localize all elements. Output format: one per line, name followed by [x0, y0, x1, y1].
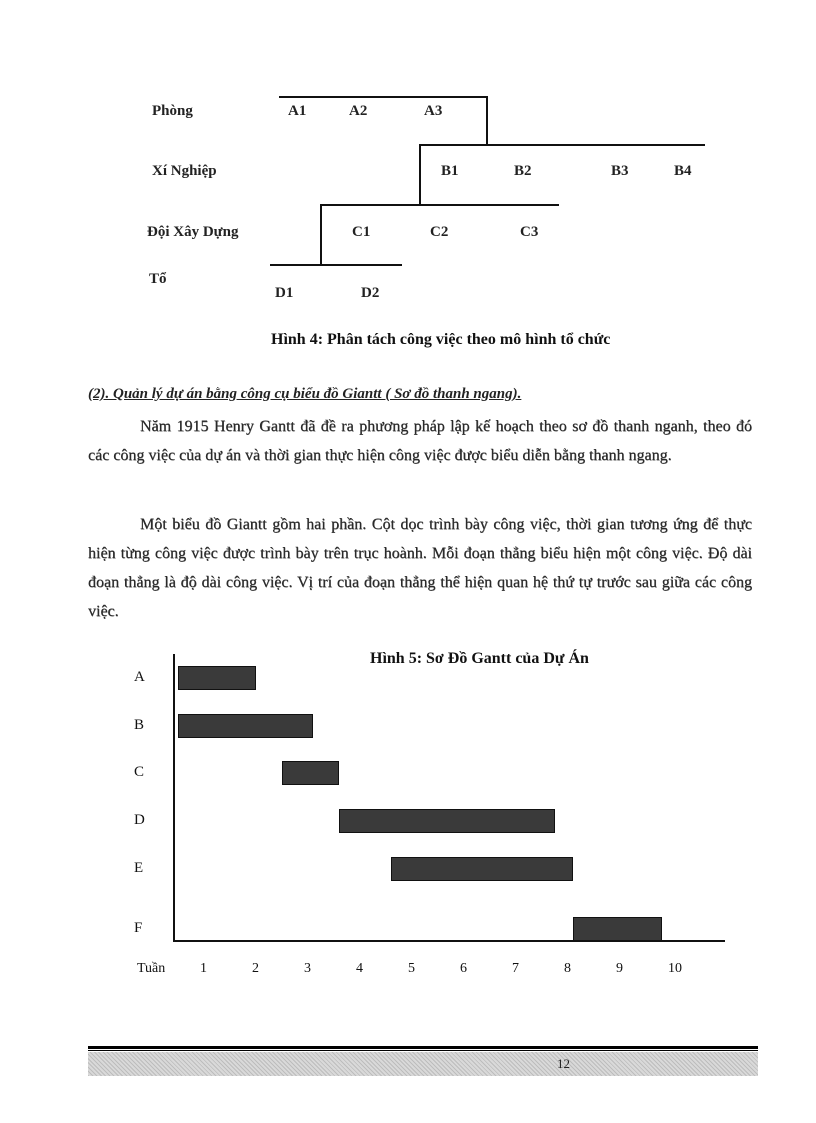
org-node-a3: A3: [424, 103, 443, 119]
x-tick-label-9: 9: [616, 961, 623, 976]
org-row-label-xi-nghiep: Xí Nghiệp: [152, 163, 217, 179]
org-node-b2: B2: [514, 163, 532, 179]
figure-4-caption: Hình 4: Phân tách công việc theo mô hình tổ chức: [271, 331, 611, 348]
footer-rule-thick: [88, 1046, 758, 1049]
paragraph-2-text: Một biểu đồ Giantt gồm hai phần. Cột dọc trình bày công việc, thời gian tương ứng để thực hiện từng công việc được trình bày trên trục hoành. Mỗi đoạn thẳng biểu hiện một công việc. Độ dài đoạn thẳng là độ dài công việc. Vị trí của đoạn thẳng thể hiện quan hệ thứ tự trước sau giữa các công việc.: [88, 516, 752, 620]
gantt-bar-d: [339, 809, 555, 833]
category-label-d: D: [134, 812, 145, 828]
category-label-a: A: [134, 669, 145, 685]
category-label-c: C: [134, 764, 145, 780]
x-tick-label-6: 6: [460, 961, 467, 976]
section-heading: (2). Quản lý dự án bằng công cụ biểu đồ Giantt ( Sơ đồ thanh ngang).: [88, 386, 522, 402]
x-tick-label-7: 7: [512, 961, 519, 976]
x-tick-label-2: 2: [252, 961, 259, 976]
chart-title: Hình 5: Sơ Đồ Gantt của Dự Án: [370, 650, 589, 667]
x-tick-label-8: 8: [564, 961, 571, 976]
org-node-a1: A1: [288, 103, 307, 119]
x-tick-label-1: 1: [200, 961, 207, 976]
org-row-label-doi-xay-dung: Đội Xây Dựng: [147, 224, 239, 240]
x-axis-label: Tuần: [137, 961, 166, 976]
org-node-b4: B4: [674, 163, 692, 179]
paragraph-1-text: Năm 1915 Henry Gantt đã đề ra phương pháp lập kế hoạch theo sơ đồ thanh nganh, theo đó các công việc của dự án và thời gian thực hiện công việc được biểu diễn bằng thanh ngang.: [88, 418, 752, 464]
category-label-b: B: [134, 717, 145, 733]
y-axis-line: [173, 654, 175, 942]
org-row-label-phong: Phòng: [152, 103, 193, 119]
org-node-c2: C2: [430, 224, 449, 240]
gantt-bar-b: [178, 714, 313, 738]
org-node-d2: D2: [361, 285, 380, 301]
gantt-bar-a: [178, 666, 256, 690]
page-number: 12: [557, 1056, 570, 1071]
x-tick-label-10: 10: [668, 961, 682, 976]
category-label-e: E: [134, 860, 144, 876]
x-tick-label-4: 4: [356, 961, 363, 976]
org-node-a2: A2: [349, 103, 368, 119]
x-tick-label-3: 3: [304, 961, 311, 976]
org-node-c1: C1: [352, 224, 371, 240]
org-row-label-to: Tổ: [149, 271, 167, 287]
gantt-bar-c: [282, 761, 339, 785]
footer-band: [88, 1052, 758, 1076]
footer-rule-thin: [88, 1050, 758, 1051]
org-node-d1: D1: [275, 285, 294, 301]
org-node-b3: B3: [611, 163, 629, 179]
x-tick-label-5: 5: [408, 961, 415, 976]
org-node-c3: C3: [520, 224, 539, 240]
org-node-b1: B1: [441, 163, 459, 179]
gantt-bar-f: [573, 917, 661, 941]
gantt-bar-e: [391, 857, 573, 881]
category-label-f: F: [134, 920, 143, 936]
